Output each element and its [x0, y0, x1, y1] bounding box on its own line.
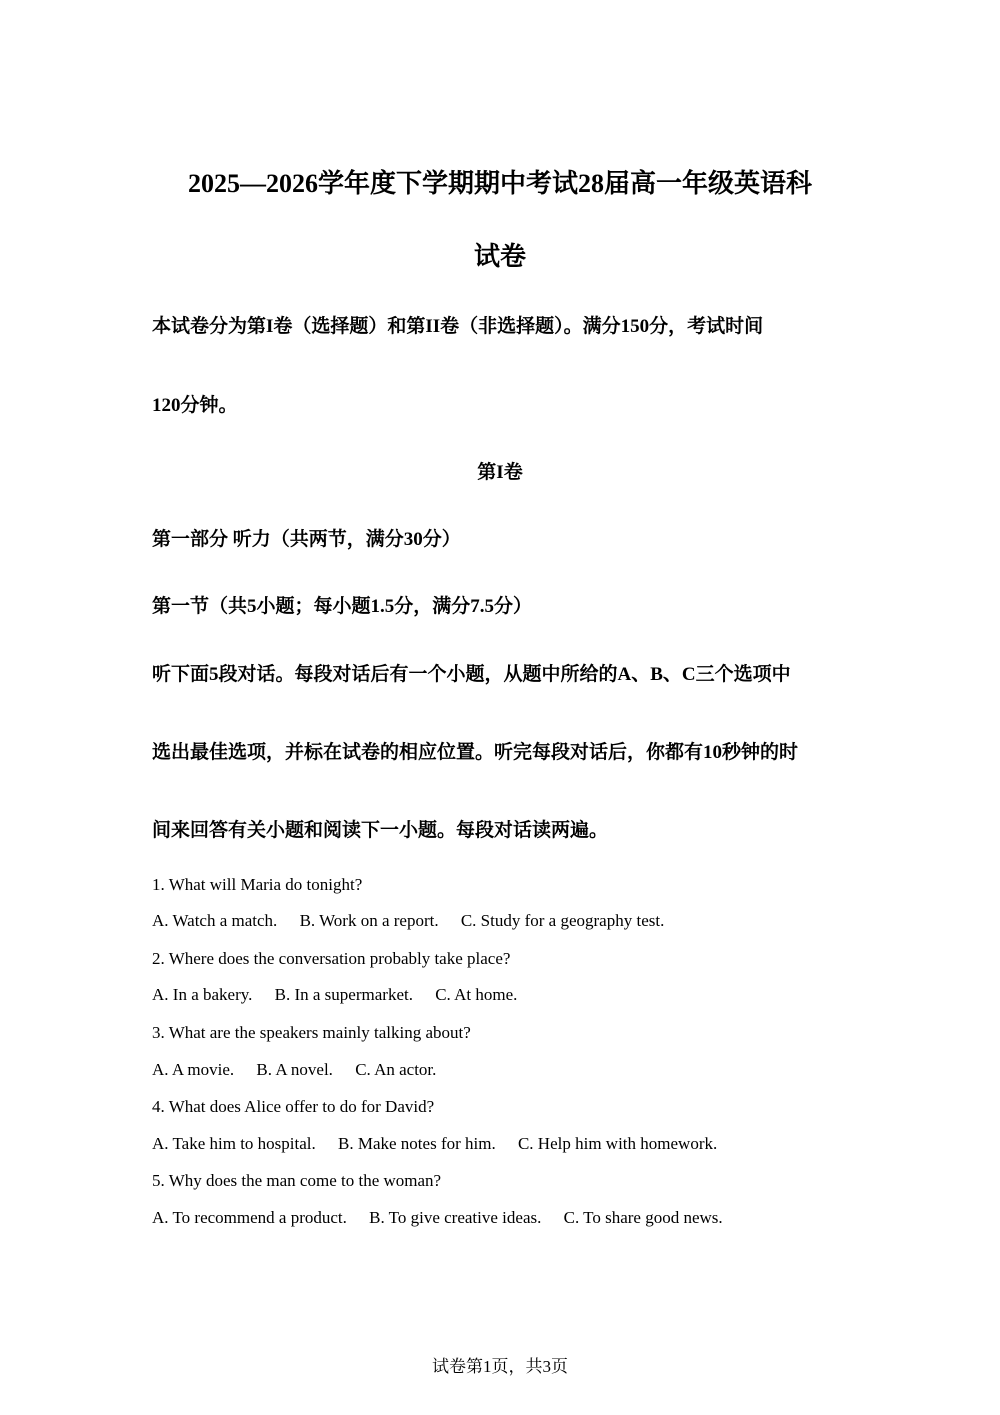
question-5-option-b: B. To give creative ideas. — [369, 1208, 542, 1227]
question-4-option-b: B. Make notes for him. — [338, 1134, 496, 1153]
question-5-option-c: C. To share good news. — [563, 1208, 723, 1227]
instructions-line-3: 间来回答有关小题和阅读下一小题。每段对话读两遍。 — [152, 820, 609, 841]
section1-heading: 第一节（共5小题；每小题1.5分，满分7.5分） — [152, 596, 533, 617]
question-3-option-b: B. A novel. — [256, 1060, 333, 1079]
question-2-option-c: C. At home. — [435, 985, 518, 1004]
question-5-option-a: A. To recommend a product. — [152, 1208, 347, 1227]
question-5-options — [152, 1207, 741, 1229]
question-5-stem: 5. Why does the man come to the woman? — [152, 1171, 442, 1190]
instructions-line-2: 选出最佳选项，并标在试卷的相应位置。听完每段对话后，你都有10秒钟的时 — [152, 742, 799, 763]
question-2-option-a: A. In a bakery. — [152, 985, 253, 1004]
question-4-option-c: C. Help him with homework. — [517, 1134, 718, 1153]
question-2-stem: 2. Where does the conversation probably take place? — [152, 949, 511, 968]
question-3-option-c: C. An actor. — [355, 1060, 437, 1079]
exam-title-line-2: 试卷 — [473, 242, 526, 271]
question-2-option-b: B. In a supermarket. — [274, 985, 413, 1004]
question-2-options — [152, 984, 535, 1006]
question-1-option-b: B. Work on a report. — [299, 911, 439, 930]
question-1-option-a: A. Watch a match. — [152, 911, 278, 930]
instructions-line-1: 听下面5段对话。每段对话后有一个小题，从题中所给的A、B、C三个选项中 — [152, 664, 791, 685]
exam-title-line-1: 2025—2026学年度下学期期中考试28届高一年级英语科 — [187, 169, 812, 198]
part1-heading: 第一部分 听力（共两节，满分30分） — [152, 529, 461, 550]
page-footer: 试卷第1页，共3页 — [432, 1357, 568, 1376]
question-1-options — [152, 910, 682, 932]
question-4-option-a: A. Take him to hospital. — [152, 1134, 316, 1153]
question-3-option-a: A. A movie. — [152, 1060, 235, 1079]
question-1-stem: 1. What will Maria do tonight? — [152, 875, 363, 894]
question-4-options — [152, 1133, 735, 1155]
intro-line-1: 本试卷分为第I卷（选择题）和第II卷（非选择题）。满分150分，考试时间 — [152, 316, 764, 337]
question-3-stem: 3. What are the speakers mainly talking about? — [152, 1023, 471, 1042]
intro-line-2: 120分钟。 — [152, 395, 238, 416]
question-3-options — [152, 1059, 454, 1081]
question-1-option-c: C. Study for a geography test. — [460, 911, 665, 930]
question-4-stem: 4. What does Alice offer to do for David? — [152, 1097, 435, 1116]
volume-heading: 第I卷 — [477, 462, 523, 483]
